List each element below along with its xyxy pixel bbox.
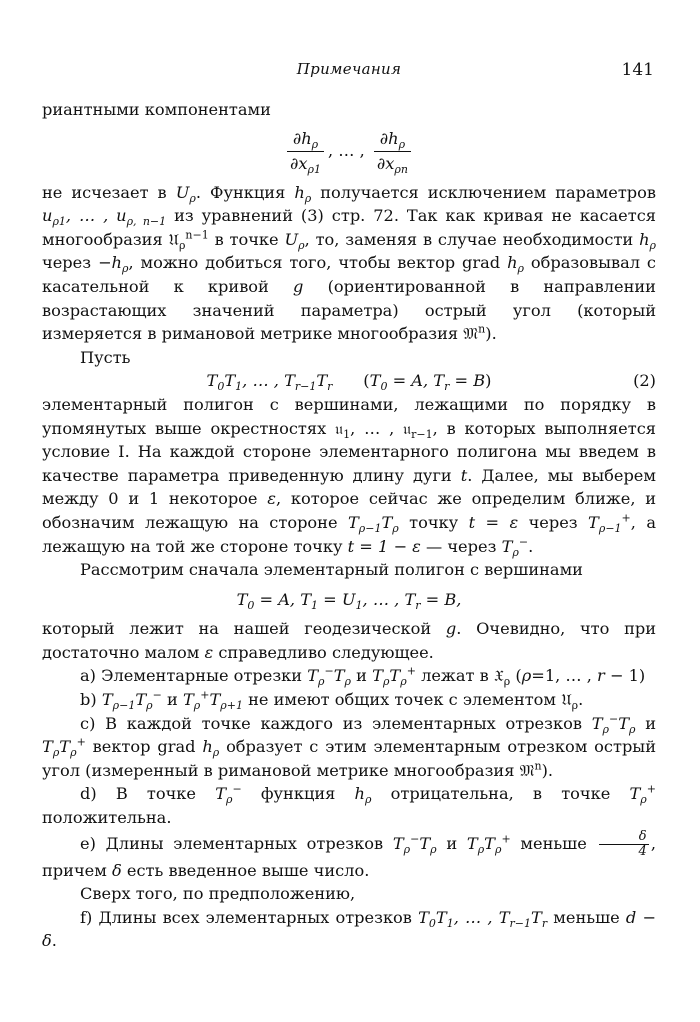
list-item-e: e) Длины элементарных отрезков $T_\rho^-T_\rho$ и $T_\rho T_\rho^+$ меньше $\frac{\delta}{4}$ , причем δ есть введенное выше число. <box>42 828 656 880</box>
header-title: Примечания <box>296 60 402 78</box>
formula-gradient-components: $\frac{\partial h_\rho}{\partial x_{\rho 1}}$ , … , $\frac{\partial h_\rho}{\partial x_{\rho n}}$ <box>42 128 656 175</box>
list-item-b: b) $T_{\rho-1}T_\rho^-$ и $T_\rho^+T_{\rho+1}$ не имеют общих точек с элементом 𝔘$_\rho$. <box>80 688 584 713</box>
formula-vertices: $T_0 = A$, $T_1 = U_1$, … , $T_r = B$, <box>236 589 462 612</box>
list-item-d: d) В точке $T_\rho^-$ функция $h_\rho$ отрицательна, в точке $T_\rho^+$ положительна. <box>42 783 656 828</box>
paragraph: Рассмотрим сначала элементарный полигон с вершинами <box>80 560 583 580</box>
body-text <box>42 98 656 953</box>
paragraph: элементарный полигон с вершинами, лежащими по порядку в упомянутых выше окрестностях 𝔲$_1$, … , 𝔲$_{r-1}$, в которых выполняется условие I. На каждой стороне элементарного полигона мы введем в качестве параметра приведенную длину дуги t. Далее, мы выберем между 0 и 1 некоторое ε, которое сейчас же определим ближе, и обозначим лежащую на стороне $T_{\rho-1}T_\rho$ точку t = ε через $T_{\rho-1}^+$, а лежащую на той же стороне точку t = 1 − ε — через $T_\rho^-$. <box>42 394 656 559</box>
list-item-a: a) Элементарные отрезки $T_\rho^-T_\rho$ и $T_\rho T_\rho^+$ лежат в 𝔛$_\rho$ (ρ=1, … , r − 1) <box>80 665 646 689</box>
paragraph: Пусть <box>80 347 131 367</box>
page-number: 141 <box>621 60 654 80</box>
list-item-f: f) Длины всех элементарных отрезков $T_0T_1$, … , $T_{r-1}T_r$ меньше d − δ. <box>42 907 656 951</box>
paragraph: который лежит на нашей геодезической g. Очевидно, что при достаточно малом ε справедливо следующее. <box>42 619 657 662</box>
paragraph: не исчезает в $U_\rho$. Функция $h_\rho$ получается исключением параметров $u_{\rho 1}$, … , $u_{\rho, n-1}$ из уравнений (3) стр. 72. Так как кривая не касается многообразия 𝔘$_\rho^{n-1}$ в точке $U_\rho$, то, заменяя в случае необходимости $h_\rho$ через $-h_\rho$, можно добиться того, чтобы вектор grad $h_\rho$ образовывал с касательной к кривой g (ориентированной в направлении возрастающих значений параметра) острый угол (который измеряется в римановой метрике многообразия 𝔐$^n$). <box>42 182 656 344</box>
paragraph: Сверх того, по предположению, <box>80 884 356 904</box>
list-item-c: c) В каждой точке каждого из элементарных отрезков $T_\rho^-T_\rho$ и $T_\rho T_\rho^+$ вектор grad $h_\rho$ образует с этим элементарным отрезком острый угол (измеренный в римановой метрике многообразия 𝔐$^n$). <box>42 712 656 780</box>
paragraph: риантными компонентами <box>42 100 271 119</box>
equation-2: $T_0T_1$, … , $T_{r-1}T_r$ ($T_0 = A$, $T_r = B$) (2) <box>206 371 656 394</box>
equation-number: (2) <box>633 371 656 391</box>
running-header <box>42 60 656 84</box>
